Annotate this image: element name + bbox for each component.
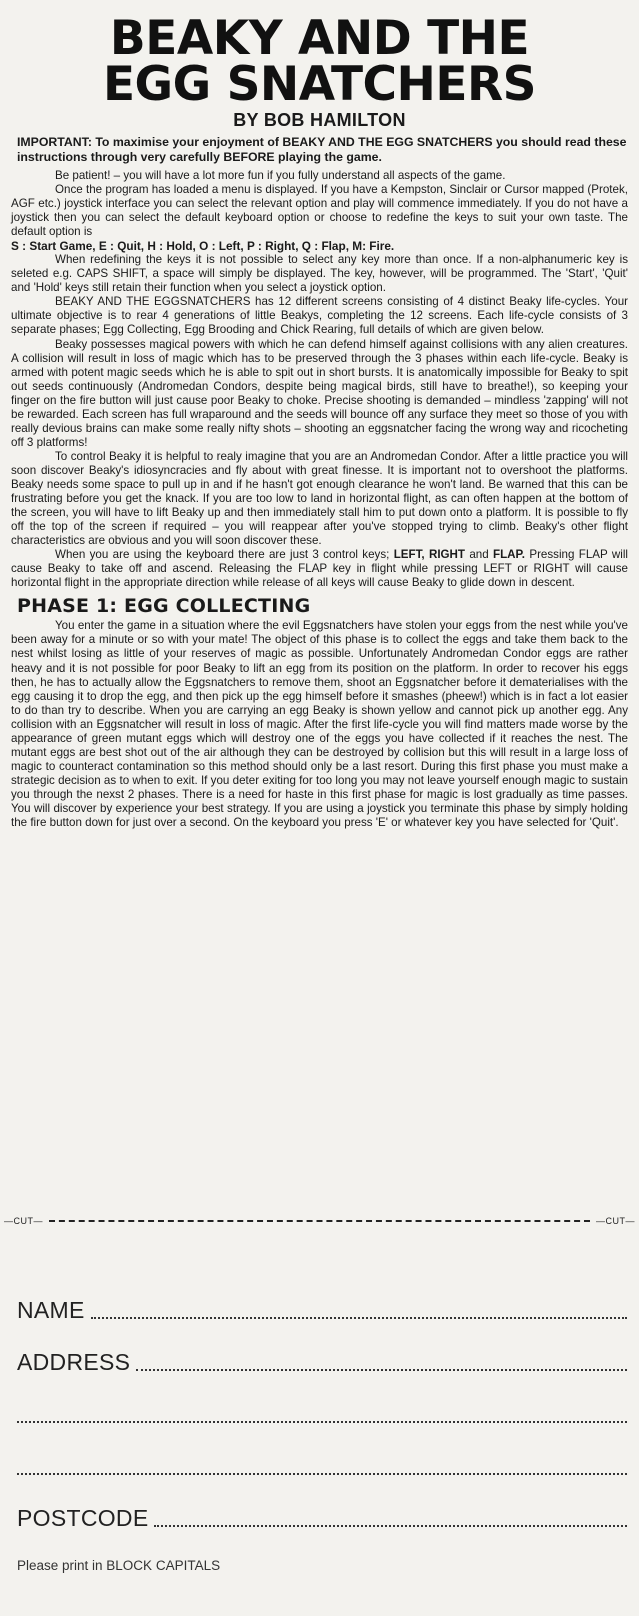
controls-key-left-right: LEFT, RIGHT xyxy=(393,548,466,562)
paragraph-magic: Beaky possesses magical powers with which he can defend himself against collisions with any alien creatures. A collision will result in loss of magic which has to be preserved through the 3 phases within each life-cycle. Beaky is armed with potent magic seeds which he is able to spit out in short bursts. It is anatomically impossible for Beaky to spit out seeds continuously (Andromedan Condors, despite being magical birds, still have to breathe!), so keeping your finger on the fire button will just cause poor Beaky to choke. Precise shooting is demanded – mindless 'zapping' will not be rewarded. Each screen has full wraparound and the seeds will bounce off any surface they meet so those of you with really devious brains can make some really nifty shots – shooting an eggsnatcher facing the wrong way and ricocheting off 3 platforms! xyxy=(11,337,628,449)
address-row-3 xyxy=(17,1428,627,1480)
paragraph-patience: Be patient! – you will have a lot more fun if you fully understand all aspects of the game. xyxy=(55,169,506,182)
title-line-2: EGG SNATCHERS xyxy=(102,57,537,112)
author-byline: BY BOB HAMILTON xyxy=(233,110,406,130)
postcode-field[interactable] xyxy=(154,1525,627,1527)
important-label: IMPORTANT: xyxy=(17,135,92,149)
paragraph-controls xyxy=(11,548,628,590)
important-notice xyxy=(17,135,628,165)
controls-key-flap: FLAP. xyxy=(493,548,526,562)
controls-pre: When you are using the keyboard there are just 3 control keys; xyxy=(55,548,394,562)
name-field[interactable] xyxy=(91,1317,627,1319)
cut-label-left: —CUT— xyxy=(4,1216,43,1226)
important-emphasis: BEFORE xyxy=(223,150,275,164)
phase1-heading: PHASE 1: EGG COLLECTING xyxy=(17,595,311,618)
paragraph-menu: Once the program has loaded a menu is displayed. If you have a Kempston, Sinclair or Cursor mapped (Protek, AGF etc.) joystick interface you can select the relevant option and play will commence immediately. If you do not have a joystick then you can select the default keyboard option or choose to redefine the keys to suit your own taste. The default option is xyxy=(11,183,628,239)
paragraph-flight: To control Beaky it is helpful to realy imagine that you are an Andromedan Condor. After a little practice you will soon discover Beaky's idiosyncracies and fly about with great finesse. It is important not to overshoot the platforms. Beaky needs some space to pull up in and if he hasn't got enough clearance he won't land. Be warned that this can be frustrating before you get the knack. If you are too low to land in horizontal flight, as can often happen at the bottom of the screen, you will have to lift Beaky up and then immediately stall him to put down onto a platform. It is possible to fly off the top of the screen if required – you will reappear after you've stopped trying to climb. Beaky's other flight characteristics are obvious and you will soon discover these. xyxy=(11,449,628,548)
address-field-2[interactable] xyxy=(17,1421,627,1423)
important-text-2: playing the game. xyxy=(274,150,382,164)
address-label: ADDRESS xyxy=(17,1349,131,1375)
address-field-1[interactable] xyxy=(136,1369,627,1371)
controls-mid: and xyxy=(465,548,494,562)
phase1-paragraph: You enter the game in a situation where the evil Eggsnatchers have stolen your eggs from the nest while you've been away for a minute or so with your mate! The object of this phase is to collect the eggs and take them back to the nest whilst losing as little of your reserves of magic as possible. Unfortunately Andromedan Condor eggs are rather heavy and it is not possible for poor Beaky to lift an egg from its position on the platform. In order to recover his eggs then, he has to actually allow the Eggsnatchers to remove them, shoot an Eggsnatcher before it dematerialises with the egg causing it to drop the egg, and then pick up the egg himself before it smashes (pheew!) which is in fact a lot easier to do than try to describe. When you are carrying an egg Beaky is shown yellow and cannot pick up another egg. Any collision with an Eggsnatcher will result in loss of magic. After the first life-cycle you will find matters made worse by the appearance of green mutant eggs which will destroy one of the eggs you have collected if it reaches the nest. The mutant eggs are best shot out of the air although they can be destroyed by collision but this will result in a large loss of magic to counteract contamination so this method should only be a last resort. During this first phase you must make a strategic decision as to when to exit. If you deter exiting for too long you may not leave yourself enough magic to sustain you through the nexst 2 phases. There is a need for haste in this first phase for magic is lost gradually as time passes. You will discover by experience your best strategy. If you are using a joystick you terminate this phase by simply holding the fire button down for just over a second. On the keyboard you press 'E' or whatever key you have selected for 'Quit'. xyxy=(11,619,628,830)
default-keys: S : Start Game, E : Quit, H : Hold, O : Left, P : Right, Q : Flap, M: Fire. xyxy=(11,239,395,254)
instruction-sheet xyxy=(0,11,639,1616)
controls-post: Pressing FLAP will cause Beaky to take off and ascend. Releasing the FLAP key in flight while pressing LEFT or RIGHT will cause horizontal flight in the appropriate direction while release of all keys will cause Beaky to glide down in descent. xyxy=(11,548,628,590)
cut-line xyxy=(0,1214,639,1228)
paragraph-redefine: When redefining the keys it is not possible to select any key more than once. If a non-alphanumeric key is seleted e.g. CAPS SHIFT, a space will simply be displayed. The key, however, will be programmed. The 'Start', 'Quit' and 'Hold' keys still retain their function when you select a joystick option. xyxy=(11,253,628,295)
paragraph-screens: BEAKY AND THE EGGSNATCHERS has 12 different screens consisting of 4 distinct Beaky life-cycles. Your ultimate objective is to rear 4 generations of little Beakys, completing the 12 screens. Each life-cycle consists of 3 separate phases; Egg Collecting, Egg Brooding and Chick Rearing, full details of which are given below. xyxy=(11,295,628,337)
address-row xyxy=(17,1324,627,1376)
title-line-1: BEAKY AND THE xyxy=(109,11,530,66)
dashed-divider xyxy=(49,1220,590,1222)
name-label: NAME xyxy=(17,1297,85,1323)
address-field-3[interactable] xyxy=(17,1473,627,1475)
address-form xyxy=(17,1272,627,1532)
important-text-1: To maximise your enjoyment of BEAKY AND THE EGG SNATCHERS you should read these instructions through very carefully xyxy=(17,135,627,164)
address-row-2 xyxy=(17,1376,627,1428)
postcode-row xyxy=(17,1480,627,1532)
name-row xyxy=(17,1272,627,1324)
block-capitals-note: Please print in BLOCK CAPITALS xyxy=(17,1558,221,1573)
cut-label-right: —CUT— xyxy=(596,1216,635,1226)
game-title xyxy=(11,11,628,112)
postcode-label: POSTCODE xyxy=(17,1505,149,1531)
